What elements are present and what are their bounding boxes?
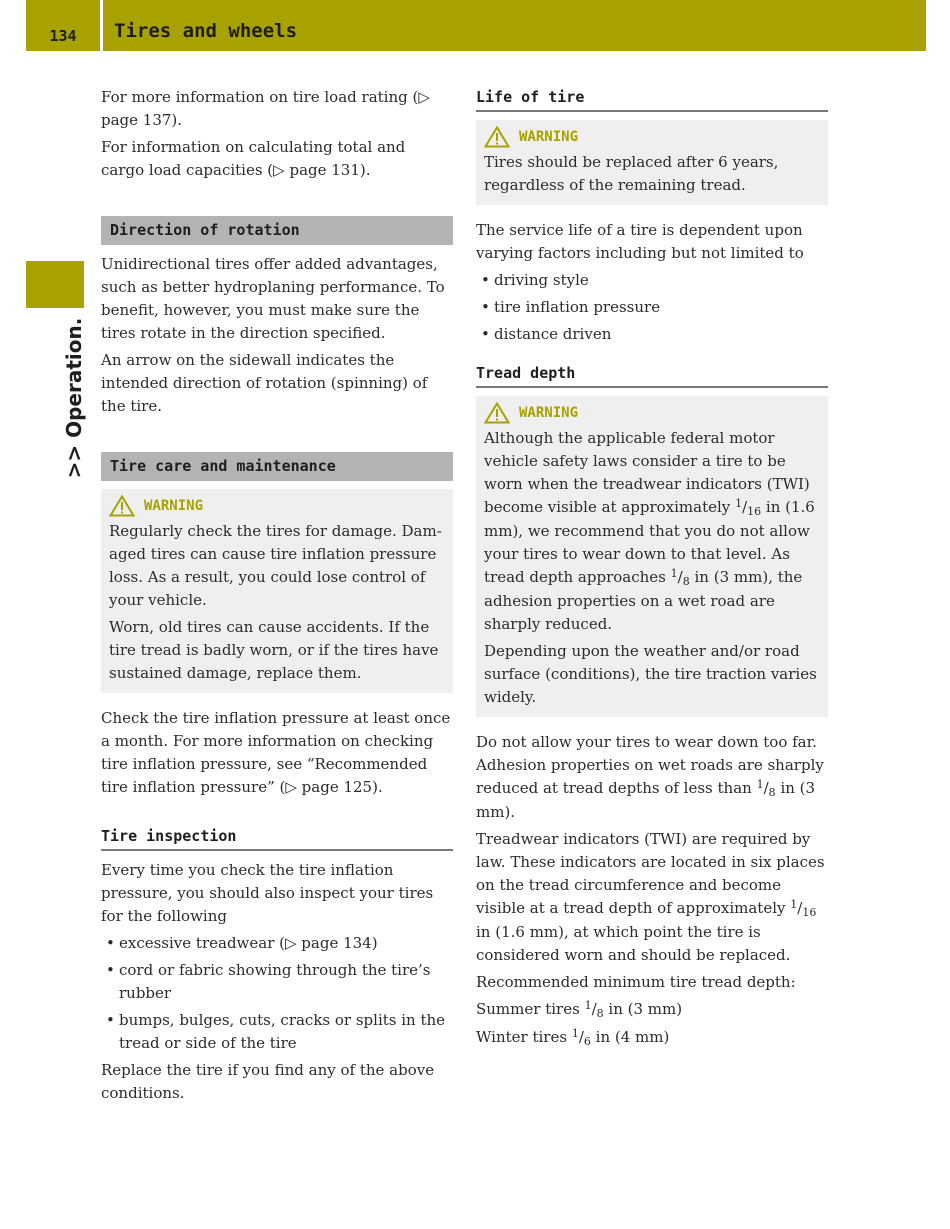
fraction-denominator: 16 [802, 906, 817, 919]
section-tab-marker [26, 261, 84, 308]
header-bar [26, 0, 926, 51]
list-item: • driving style [476, 269, 828, 292]
warning-triangle-icon [484, 126, 510, 148]
header-divider [100, 0, 103, 51]
body-paragraph: Unidirectional tires offer added advantages, such as better hydroplaning performance. To benefit, however, you must make sure the tires rotate in the direction specified. [101, 255, 445, 342]
fraction-numerator: 1 [670, 567, 678, 580]
warning-text: Worn, old tires can cause accidents. If the tire tread is badly worn, or if the tires have sustained damage, replace them. [109, 618, 439, 682]
intro-paragraph: For information on calculating total and cargo load capacities (▷ page 131). [101, 138, 406, 179]
section-side-label: >> Operation. [62, 317, 86, 479]
body-paragraph: Recommended minimum tire tread depth: [476, 973, 796, 991]
section-heading-tread: Tread depth [476, 362, 828, 388]
fraction-numerator: 1 [571, 1027, 579, 1040]
summer-tread-depth: Summer tires $^1/_8$ in (3 mm) [476, 999, 683, 1020]
fraction-denominator: 8 [768, 786, 776, 799]
section-heading-care: Tire care and maintenance [101, 452, 453, 481]
body-paragraph: An arrow on the sidewall indicates the intended direction of rotation (spinning) of the tire. [101, 351, 428, 415]
section-heading-inspection: Tire inspection [101, 825, 453, 851]
warning-text: Depending upon the weather and/or road surface (conditions), the tire traction varies widely. [484, 642, 817, 706]
warning-header [484, 123, 820, 150]
body-paragraph: The service life of a tire is dependent upon varying factors including but not limited to [476, 221, 804, 262]
list-item: • distance driven [476, 323, 828, 346]
warning-box [476, 120, 828, 205]
warning-text: Regularly check the tires for damage. Damaged tires can cause tire inflation pressure loss. As a result, you could lose control of your vehicle. [109, 522, 442, 609]
warning-text: Although the applicable federal motor vehicle safety laws consider a tire to be worn when the treadwear indicators (TWI) become visible at approximately $^1/_{16}$ in (1.6 mm), we recommend that you do not allow your tires to wear down to that level. As tread depth approaches $^1/_8$ in (3 mm), the adhesion properties on a wet road are sharply reduced. [484, 429, 815, 633]
list-item: • excessive treadwear (▷ page 134) [101, 932, 453, 955]
left-column [101, 86, 453, 1109]
list-item: • bumps, bulges, cuts, cracks or splits in the tread or side of the tire [101, 1009, 453, 1055]
chapter-title: Tires and wheels [114, 20, 298, 42]
body-paragraph: Every time you check the tire inflation pressure, you should also inspect your tires for the following [101, 861, 434, 925]
fraction-numerator: 1 [584, 999, 592, 1012]
body-paragraph: Treadwear indicators (TWI) are required by law. These indicators are located in six places on the tread circumference and become visible at a tread depth of approximately $^1/_{16}$ in (1.6 mm), at which point the tire is considered worn and should be replaced. [476, 830, 825, 964]
fraction-denominator: 16 [747, 505, 762, 518]
body-paragraph: Do not allow your tires to wear down too far. Adhesion properties on wet roads are sharply reduced at tread depths of less than $^1/_8$ in (3 mm). [476, 733, 824, 821]
warning-box [476, 396, 828, 717]
list-item: • cord or fabric showing through the tire’s rubber [101, 959, 453, 1005]
warning-box [101, 489, 453, 693]
winter-tread-depth: Winter tires $^1/_6$ in (4 mm) [476, 1027, 670, 1048]
section-heading-life: Life of tire [476, 86, 828, 112]
warning-header [109, 492, 445, 519]
intro-paragraph: For more information on tire load rating (▷ page 137). [101, 88, 430, 129]
inspection-list [101, 932, 453, 1055]
warning-triangle-icon [109, 495, 135, 517]
body-paragraph: Replace the tire if you find any of the above conditions. [101, 1061, 435, 1102]
fraction-numerator: 1 [790, 898, 798, 911]
fraction-numerator: 1 [735, 497, 743, 510]
fraction-denominator: 6 [583, 1035, 591, 1048]
list-item: • tire inflation pressure [476, 296, 828, 319]
warning-label: WARNING [519, 128, 579, 145]
body-paragraph: Check the tire inflation pressure at least once a month. For more information on checking tire inflation pressure, see “Recommended tire inflation pressure” (▷ page 125). [101, 709, 451, 796]
fraction-numerator: 1 [756, 778, 764, 791]
right-column [476, 86, 828, 1054]
warning-triangle-icon [484, 402, 510, 424]
fraction-denominator: 8 [682, 575, 690, 588]
fraction-denominator: 8 [596, 1007, 604, 1020]
warning-label: WARNING [144, 497, 204, 514]
service-life-factors-list [476, 269, 828, 346]
warning-label: WARNING [519, 404, 579, 421]
page-number: 134 [49, 27, 77, 45]
warning-header [484, 399, 820, 426]
section-heading-direction: Direction of rotation [101, 216, 453, 245]
warning-text: Tires should be replaced after 6 years, regardless of the remaining tread. [484, 153, 779, 194]
